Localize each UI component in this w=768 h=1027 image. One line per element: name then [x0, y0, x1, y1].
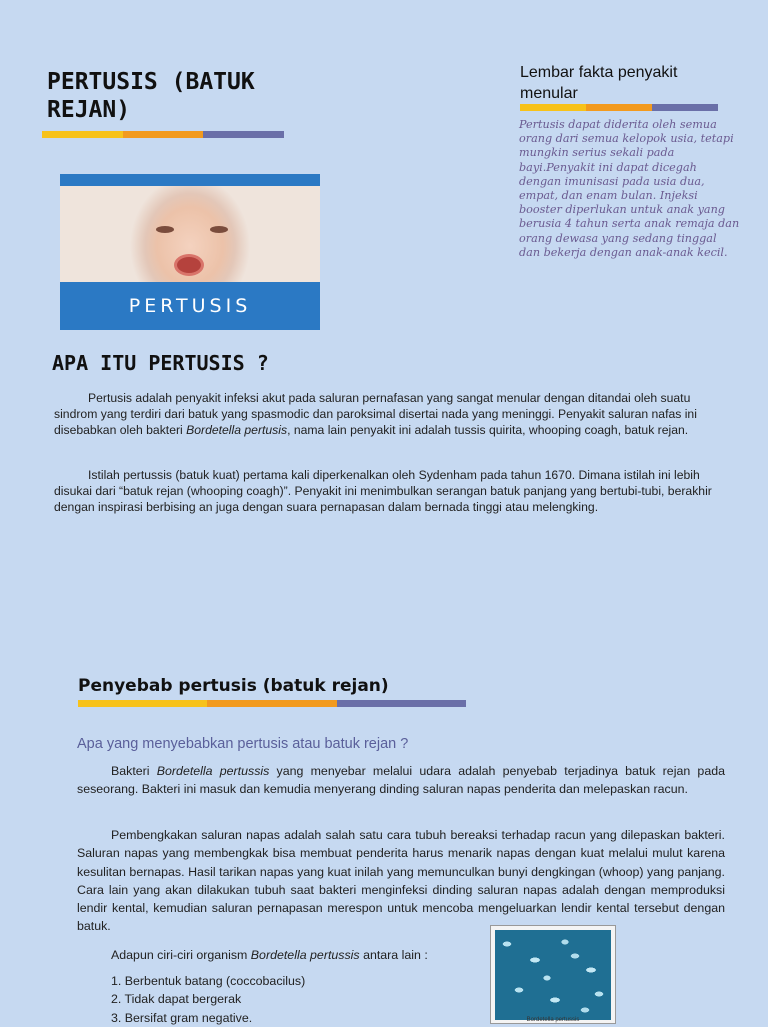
- micrograph-caption: Bordetella pertussis: [526, 1017, 580, 1023]
- sidebar-text: Pertusis dapat diderita oleh semua orang dari semua kelopok usia, tetapi mungkin serius sekali pada bayi.Penyakit ini dapat dicegah dengan imunisasi pada usia dua, empat, dan enam bulan. Injeksi booster diperlukan untuk anak yang berusia 4 tahun serta anak remaja dan orang dewasa yang sedang tinggal dan bekerja dengan anak-anak kecil.: [519, 118, 740, 259]
- section2-divider: [78, 700, 466, 707]
- section2-question: Apa yang menyebabkan pertusis atau batuk rejan ?: [77, 736, 409, 752]
- list-item: 2. Tidak dapat bergerak: [111, 992, 242, 1007]
- list-item: 1. Berbentuk batang (coccobacilus): [111, 974, 306, 988]
- section-heading-cause: Penyebab pertusis (batuk rejan): [78, 676, 389, 696]
- section2-paragraph-1: Bakteri Bordetella pertussis yang menyebar melalui udara adalah penyebab terjadinya batuk rejan pada seseorang. Bakteri ini masuk dan kemudia menyerang dinding saluran napas penderita dan melepaskan racun.: [77, 764, 725, 797]
- hero-banner-label: PERTUSIS: [60, 282, 320, 330]
- section1-paragraph-1: Pertusis adalah penyakit infeksi akut pada saluran pernafasan yang sangat menular dengan ditandai oleh suatu sindrom yang terdiri dari batuk yang spasmodic dan paroksimal disertai nada yang meninggi. Penyakit saluran nafas ini disebabkan oleh bakteri Bordetella pertusis, nama lain penyakit ini adalah tussis quirita, whooping coagh, batuk rejan.: [54, 391, 697, 438]
- page-title: PERTUSIS (BATUK REJAN): [47, 69, 255, 123]
- section2-paragraph-2: Pembengkakan saluran napas adalah salah satu cara tubuh bereaksi terhadap racun yang dilepaskan bakteri. Saluran napas yang membengkak bisa membuat penderita harus menarik napas dengan kuat melalui mulut karena kesulitan bernapas. Hasil tarikan napas yang kuat inilah yang memunculkan bunyi dengkingan (whoop) yang panjang. Cara lain yang akan dilakukan tubuh saat bakteri menginfeksi dinding saluran napas adalah dengan memproduksi lendir kental, kemudian saluran pernapasan merespon untuk mencoba mengeluarkan lendir kental tersebut dengan batuk.: [77, 828, 725, 934]
- child-face-illustration: [60, 186, 320, 282]
- organism-traits-list: [111, 972, 411, 1027]
- bacteria-photo: [495, 930, 611, 1020]
- bacteria-micrograph: [490, 925, 616, 1024]
- hero-image: [60, 174, 320, 330]
- title-divider: [42, 131, 284, 138]
- section1-paragraph-2: Istilah pertussis (batuk kuat) pertama kali diperkenalkan oleh Sydenham pada tahun 1670. Dimana istilah ini lebih disukai dari “batuk rejan (whooping coagh)”. Penyakit ini menimbulkan serangan batuk panjang yang bertubi-tubi, berakhir dengan inspirasi berbising an juga dengan suara pernapasan dalam bernada tinggi atau melengking.: [54, 468, 712, 515]
- sidebar-title: Lembar fakta penyakit menular: [520, 64, 678, 102]
- sidebar-divider: [520, 104, 718, 111]
- section-heading-what-is: APA ITU PERTUSIS ?: [52, 351, 269, 375]
- section2-paragraph-3: Adapun ciri-ciri organism Bordetella pertussis antara lain :: [111, 948, 428, 962]
- list-item: 3. Bersifat gram negative.: [111, 1010, 253, 1025]
